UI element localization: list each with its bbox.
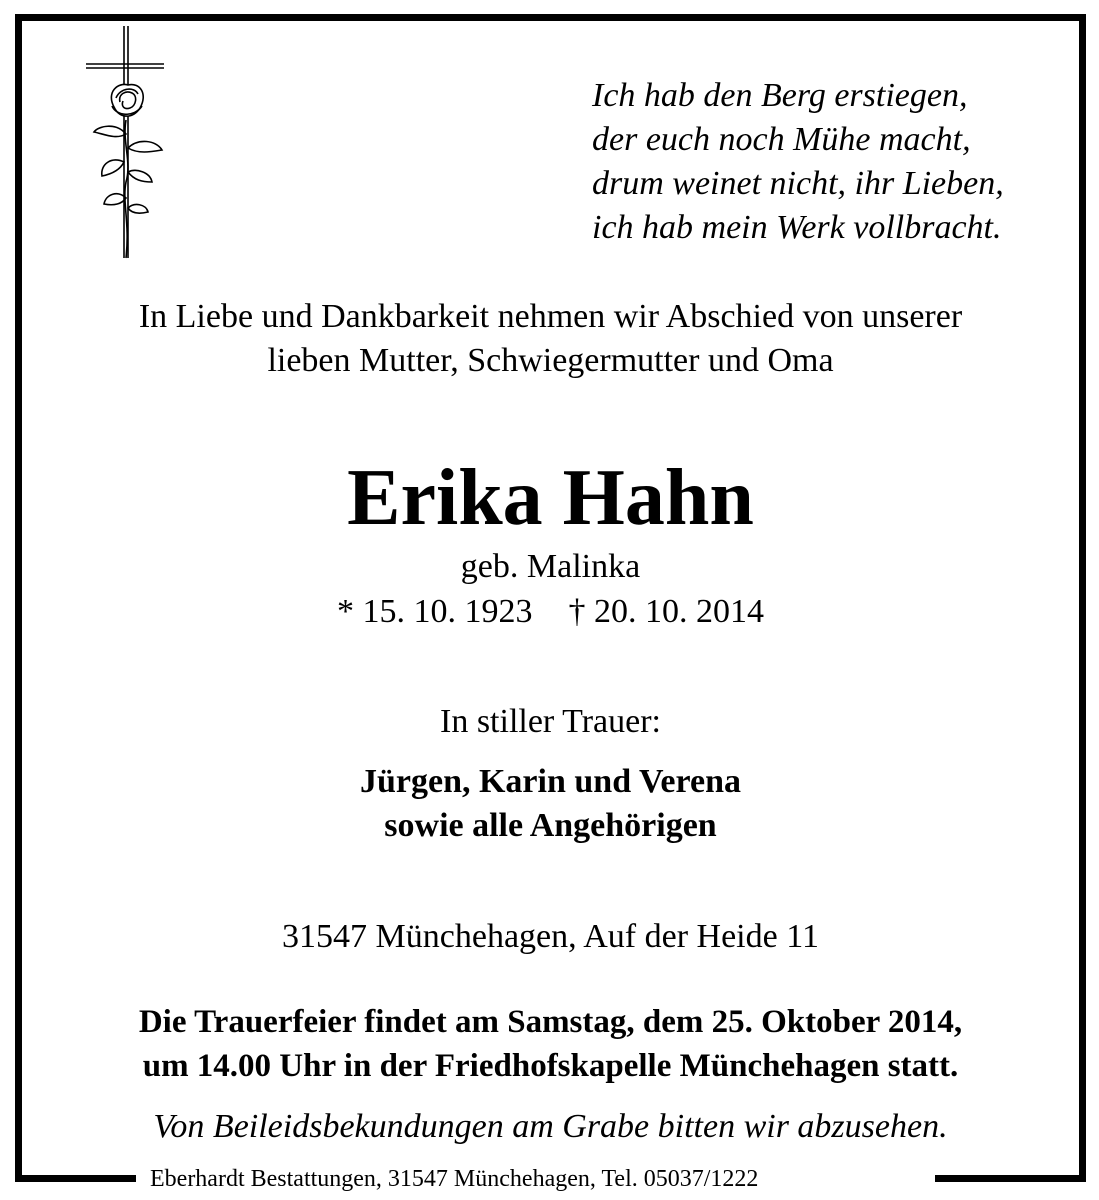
cross-with-rose-icon: [76, 22, 176, 262]
family-line-1: Jürgen, Karin und Verena: [359, 763, 741, 800]
deceased-name: Erika Hahn: [347, 454, 754, 542]
poem: [592, 74, 1032, 250]
death-date: † 20. 10. 2014: [568, 593, 764, 630]
mourning-heading: In stiller Trauer:: [440, 703, 661, 740]
address: 31547 Münchehagen, Auf der Heide 11: [282, 918, 819, 955]
intro-text: [22, 295, 1079, 383]
birth-date: * 15. 10. 1923: [337, 593, 533, 630]
ceremony-info: [22, 1000, 1079, 1088]
family-names: [22, 760, 1079, 848]
poem-line: drum weinet nicht, ihr Lieben,: [592, 165, 1004, 202]
intro-line-1: In Liebe und Dankbarkeit nehmen wir Abschied von unserer: [138, 298, 963, 335]
condolence-notice: Von Beileidsbekundungen am Grabe bitten wir abzusehen.: [153, 1108, 948, 1145]
birth-name: geb. Malinka: [460, 548, 641, 585]
poem-line: der euch noch Mühe macht,: [592, 121, 971, 158]
poem-line: Ich hab den Berg erstiegen,: [592, 77, 968, 114]
ceremony-line-1: Die Trauerfeier findet am Samstag, dem 25. Oktober 2014,: [138, 1004, 963, 1040]
funeral-home-footer: Eberhardt Bestattungen, 31547 Münchehagen, Tel. 05037/1222: [150, 1166, 759, 1192]
border-bottom-left: [15, 1175, 136, 1182]
intro-line-2: lieben Mutter, Schwiegermutter und Oma: [267, 342, 834, 379]
ceremony-line-2: um 14.00 Uhr in der Friedhofskapelle Münchehagen statt.: [142, 1048, 959, 1084]
poem-line: ich hab mein Werk vollbracht.: [592, 209, 1002, 246]
life-dates: [22, 590, 1079, 634]
family-line-2: sowie alle Angehörigen: [384, 807, 717, 844]
border-bottom-right: [935, 1175, 1086, 1182]
